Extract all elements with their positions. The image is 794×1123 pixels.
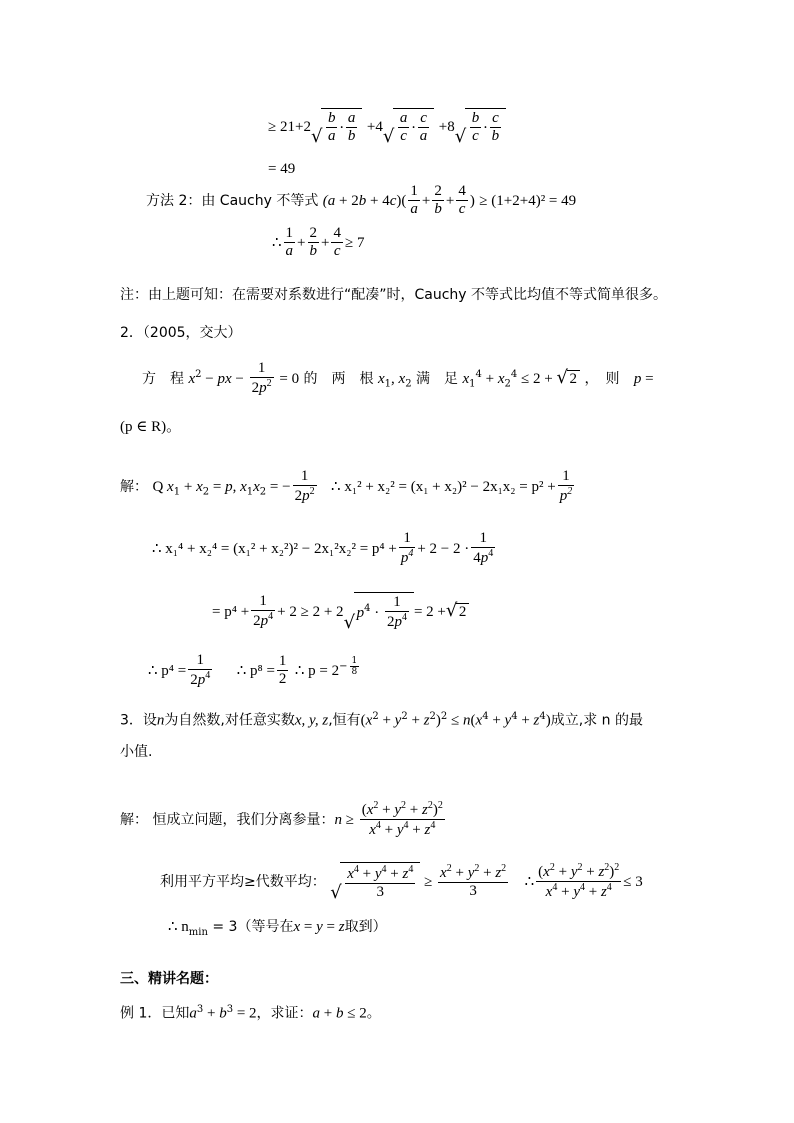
q3-sol-text: 恒成立问题，我们分离参量： <box>152 811 335 828</box>
q3-text-a: 3．设 <box>120 712 157 729</box>
sqrt-bc-cb: √ $\frac{b}{c}$ · $\frac{c}{b}$ <box>455 108 506 146</box>
example1-c: 。 <box>366 1005 381 1022</box>
q3-text-d: 成立,求 n 的最 <box>550 712 643 729</box>
q2-sol-line-1: 解： Q $x_1 + x_2 = p$, $x_1x_2$ = − $\frac{1}{2p^2}$ ∴ x₁² + x₂² = (x₁ + x₂)² − 2x₁x₂ = p² + $\frac{1}{p^2}$ <box>120 468 573 505</box>
example1-a: 例 1．已知 <box>120 1005 190 1022</box>
sqrt-ac-ca: √ $\frac{a}{c}$ · $\frac{c}{a}$ <box>383 108 434 146</box>
method2-label: 方法 2：由 Cauchy 不等式 <box>146 192 319 209</box>
q2-text-a: 方 程 <box>142 370 184 387</box>
sqrt-ba-ab: √ $\frac{b}{a}$ · $\frac{a}{b}$ <box>311 108 362 146</box>
q3-conclusion-end: 取到） <box>344 919 387 935</box>
q3-ineq-label: 利用平方平均≥代数平均： <box>160 873 326 890</box>
derivation-line-2: = 49 <box>268 161 296 177</box>
q2-sol-line-4: ∴ p⁴ = $\frac{1}{2p^4}$ ∴ p⁸ = $\frac{1}{2}$ ∴ $p = 2^{- \frac{1}{8}}$ <box>148 652 358 689</box>
q2-answer-blank: (p ∈ R)。 <box>120 419 182 435</box>
q2-text-b: 的 两 根 <box>303 370 374 387</box>
q2-sol-line4-c: ∴ p = 2 <box>294 662 340 679</box>
q2-text-c: 满 足 <box>416 370 459 387</box>
note: 注：由上题可知：在需要对系数进行“配凑”时，Cauchy 不等式比均值不等式简单很多。 <box>120 287 668 303</box>
method2-line: 方法 2：由 Cauchy 不等式 (a + 2b + 4c)( $\frac{1}{a}$ + $\frac{2}{b}$ + $\frac{4}{c}$ ) ≥ (1+2+4)² = 49 <box>146 183 577 218</box>
q2-sol-line3-a: = p⁴ + <box>212 603 250 620</box>
q2-sol-line3-b: + 2 ≥ 2 + 2 <box>277 603 344 620</box>
q2-sol-line2-a: ∴ x₁⁴ + x₂⁴ = (x₁² + x₂²)² − 2x₁²x₂² = p⁴ + <box>152 540 397 557</box>
q3-statement-1: 3．设n为自然数,对任意实数x, y, z,恒有$(x^2 + y^2 + z^2)^2 \le n(x^4 + y^4 + z^4)$成立,求 n 的最 <box>120 711 643 729</box>
q3-conclusion: ∴ $n_{min} = 3$（等号在x = y = z取到） <box>168 919 387 938</box>
q3-statement-2: 小值. <box>120 744 153 760</box>
q2-header: 2．（2005，交大） <box>120 325 242 341</box>
q3-sol-line-1: 解： 恒成立问题，我们分离参量：n ≥ $\frac{(x^2 + y^2 + z^2)^2}{x^4 + y^4 + z^4}$ <box>120 800 443 839</box>
method2-conclusion: ∴ $\frac{1}{a}$ + $\frac{2}{b}$ + $\frac{4}{c}$ ≥ 7 <box>272 225 365 260</box>
q2-sol-line-2: ∴ x₁⁴ + x₂⁴ = (x₁² + x₂²)² − 2x₁²x₂² = p⁴ + $\frac{1}{p^4}$ + 2 − 2 · $\frac{1}{4p^4}$ <box>152 530 494 567</box>
coef-4: 4 <box>375 118 383 135</box>
method2-tail: ≥ 7 <box>344 234 365 251</box>
q3-sol-label: 解： <box>120 811 148 828</box>
q2-sol-line-3: = p⁴ + $\frac{1}{2p^4}$ + 2 ≥ 2 + 2 √ $p^4$ · $\frac{1}{2p^4}$ = 2 + √ 2 <box>212 592 469 632</box>
q2-sol-line3-c: = 2 + <box>413 603 446 620</box>
example-1: 例 1．已知$a^3 + b^3 = 2$，求证：a + b ≤ 2。 <box>120 1004 381 1022</box>
q2-statement: 方 程 $x^2$ − px − $\frac{1}{2p^2}$ = 0 的 两 根 $x_1$, $x_2$ 满 足 $x_1^4 + x_2^4 \le 2$ + √ 2 ， 则 p = <box>142 360 654 397</box>
q3-text-c: ,恒有 <box>328 712 361 729</box>
q3-conclusion-a: ∴ n <box>168 919 189 935</box>
q2-sol-line4-a: ∴ p⁴ = <box>148 662 187 679</box>
q3-text-b: 为自然数,对任意实数 <box>164 712 295 729</box>
q2-sol-line4-b: ∴ p⁸ = <box>236 662 275 679</box>
coef-8: 8 <box>447 118 455 135</box>
q3-conclusion-tail: = 3（等号在 <box>212 919 294 935</box>
q3-conclusion-sub: min <box>188 926 208 938</box>
q2-sol-label: 解： <box>120 478 148 495</box>
section-heading: 三、精讲名题： <box>120 971 218 987</box>
q3-sol-line-2: 利用平方平均≥代数平均： √ $\frac{x^4 + y^4 + z^4}{3}$ ≥ $\frac{x^2 + y^2 + z^2}{3}$ ∴ $\frac{(x^2 + y^2 + z^2)^2}{x^4 + y^4 + z^4}$ ≤ 3 <box>160 862 643 903</box>
derivation-line-1: ≥ 21+2 √ $\frac{b}{a}$ · $\frac{a}{b}$ +4 √ $\frac{a}{c}$ · $\frac{c}{a}$ +8 √ $\frac{b}{c}$ · $\frac{c}{b}$ <box>268 108 506 146</box>
example1-b: ，求证： <box>256 1005 313 1022</box>
method2-result: ≥ (1+2+4)² = 49 <box>479 192 577 209</box>
q2-sol-line1-b: ∴ x₁² + x₂² = (x₁ + x₂)² − 2x₁x₂ = p² + <box>331 478 556 495</box>
derivation-prefix: ≥ 21+2 <box>268 118 311 135</box>
q2-text-d: ， 则 <box>584 370 620 387</box>
